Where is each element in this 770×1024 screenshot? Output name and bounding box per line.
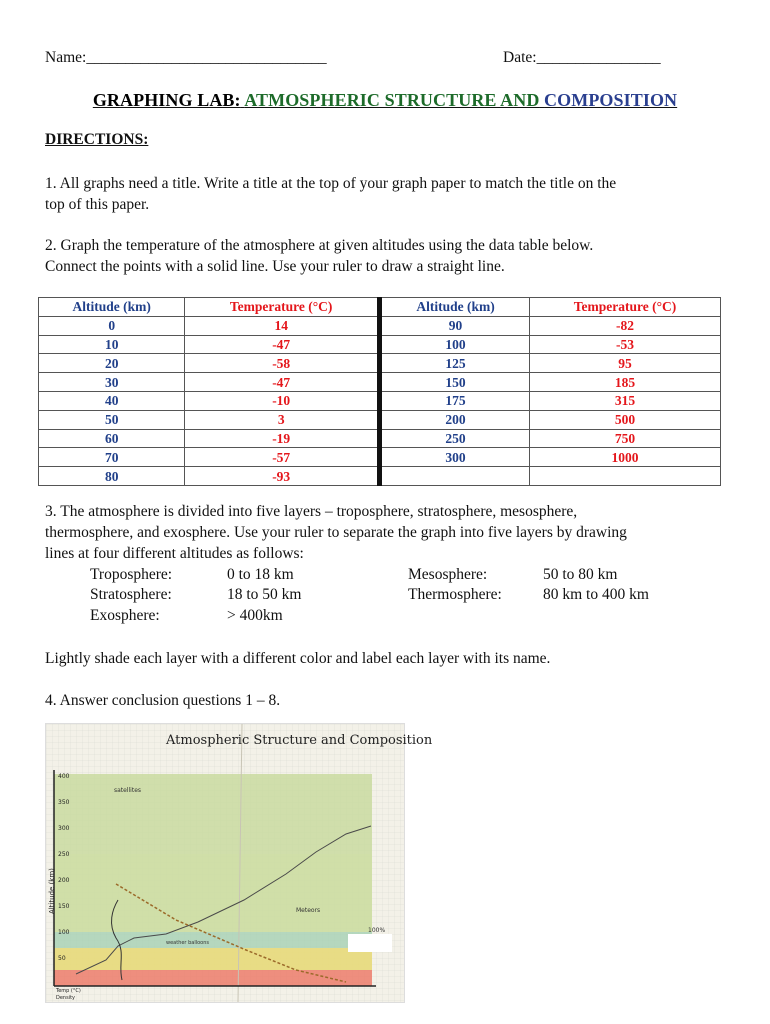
step-1: [45, 173, 735, 215]
table-row: [39, 373, 721, 392]
step-4: 4. Answer conclusion questions 1 – 8.: [45, 692, 281, 709]
table-row: [39, 448, 721, 467]
layer-name: Exosphere:: [90, 607, 160, 624]
table-cell: 90: [379, 316, 529, 335]
table-cell: -10: [185, 391, 380, 410]
satellites-label: satellites: [114, 787, 142, 794]
example-graph-photo: [45, 723, 433, 1003]
troposphere-shade: [54, 970, 372, 986]
thermosphere-shade: [54, 854, 372, 932]
name-field: Name:_______________________________: [45, 49, 327, 66]
table-cell: 175: [379, 391, 529, 410]
table-cell: 95: [530, 354, 721, 373]
weather-balloons-label: weather balloons: [166, 940, 209, 946]
layer-range: 50 to 80 km: [543, 566, 618, 583]
mesosphere-shade: [54, 932, 372, 948]
table-cell: -93: [185, 467, 380, 486]
y-tick: 350: [58, 799, 70, 806]
y-tick: 50: [58, 955, 66, 962]
step-2-line-1: 2. Graph the temperature of the atmosphere at given altitudes using the data table below.: [45, 237, 594, 254]
layer-name: Thermosphere:: [408, 586, 502, 603]
layer-range: > 400km: [227, 607, 283, 624]
layer-name: Troposphere:: [90, 566, 173, 583]
step-1-line-2: top of this paper.: [45, 196, 150, 213]
table-cell: 60: [39, 429, 185, 448]
table-row: [39, 354, 721, 373]
table-cell: 150: [379, 373, 529, 392]
label-box: [348, 934, 392, 952]
header-temperature-1: Temperature (°C): [185, 298, 380, 317]
table-cell: 200: [379, 410, 529, 429]
table-cell: 70: [39, 448, 185, 467]
table-cell: 80: [39, 467, 185, 486]
table-cell: -53: [530, 335, 721, 354]
step-2-line-2: Connect the points with a solid line. Use your ruler to draw a straight line.: [45, 258, 505, 275]
step-1-line-1: 1. All graphs need a title. Write a title at the top of your graph paper to match the title on the: [45, 175, 617, 192]
title-part-2: ATMOSPHERIC STRUCTURE AND: [244, 90, 540, 110]
table-cell: -47: [185, 373, 380, 392]
table-cell: 1000: [530, 448, 721, 467]
shade-note: Lightly shade each layer with a different color and label each layer with its name.: [45, 650, 551, 667]
table-cell: [379, 467, 529, 486]
table-cell: 250: [379, 429, 529, 448]
table-cell: 0: [39, 316, 185, 335]
layer-range: 18 to 50 km: [227, 586, 302, 603]
step-3-line-3: lines at four different altitudes as follows:: [45, 545, 304, 562]
title-part-3: COMPOSITION: [544, 90, 678, 110]
table-cell: 30: [39, 373, 185, 392]
table-cell: 315: [530, 391, 721, 410]
step-3-line-2: thermosphere, and exosphere. Use your ruler to separate the graph into five layers by drawing: [45, 524, 627, 541]
table-cell: 40: [39, 391, 185, 410]
table-cell: -57: [185, 448, 380, 467]
graph-illustration: [46, 724, 433, 1002]
table-cell: 50: [39, 410, 185, 429]
table-header-row: [39, 298, 721, 317]
table-cell: 100: [379, 335, 529, 354]
table-cell: [530, 467, 721, 486]
table-cell: 125: [379, 354, 529, 373]
y-tick: 300: [58, 825, 70, 832]
step-3: [45, 501, 735, 564]
table-cell: 14: [185, 316, 380, 335]
table-row: [39, 391, 721, 410]
step-2: [45, 235, 735, 277]
table-cell: 185: [530, 373, 721, 392]
page-title: [0, 90, 770, 111]
table-row: [39, 316, 721, 335]
table-cell: 500: [530, 410, 721, 429]
title-part-1: GRAPHING LAB:: [92, 90, 241, 110]
step-3-line-1: 3. The atmosphere is divided into five layers – troposphere, stratosphere, mesosphere,: [45, 503, 578, 520]
table-cell: -58: [185, 354, 380, 373]
layer-name: Stratosphere:: [90, 586, 172, 603]
table-cell: 10: [39, 335, 185, 354]
meteors-label: Meteors: [296, 907, 321, 914]
table-row: [39, 429, 721, 448]
table-cell: -19: [185, 429, 380, 448]
table-cell: 750: [530, 429, 721, 448]
directions-heading: DIRECTIONS:: [45, 131, 149, 148]
table-cell: -82: [530, 316, 721, 335]
table-row: [39, 467, 721, 486]
table-cell: 300: [379, 448, 529, 467]
stratosphere-shade: [54, 948, 372, 970]
header-altitude-1: Altitude (km): [39, 298, 185, 317]
y-tick: 150: [58, 903, 70, 910]
table-cell: 20: [39, 354, 185, 373]
y-tick: 400: [58, 773, 70, 780]
y-tick: 100: [58, 929, 70, 936]
header-temperature-2: Temperature (°C): [530, 298, 721, 317]
handwritten-title: Atmospheric Structure and Composition: [166, 733, 433, 748]
temp-axis-label: Temp (°C): [56, 988, 81, 994]
y-tick: 250: [58, 851, 70, 858]
table-cell: 3: [185, 410, 380, 429]
y-axis-label: Altitude (km): [48, 868, 56, 914]
date-field: Date:________________: [503, 49, 661, 66]
y-tick: 200: [58, 877, 70, 884]
data-table: [38, 297, 721, 486]
percent-label: 100%: [368, 927, 386, 934]
table-row: [39, 410, 721, 429]
layer-name: Mesosphere:: [408, 566, 488, 583]
header-altitude-2: Altitude (km): [379, 298, 529, 317]
density-axis-label: Density: [56, 995, 76, 1001]
table-cell: -47: [185, 335, 380, 354]
table-row: [39, 335, 721, 354]
layer-range: 80 km to 400 km: [543, 586, 649, 603]
layer-range: 0 to 18 km: [227, 566, 294, 583]
